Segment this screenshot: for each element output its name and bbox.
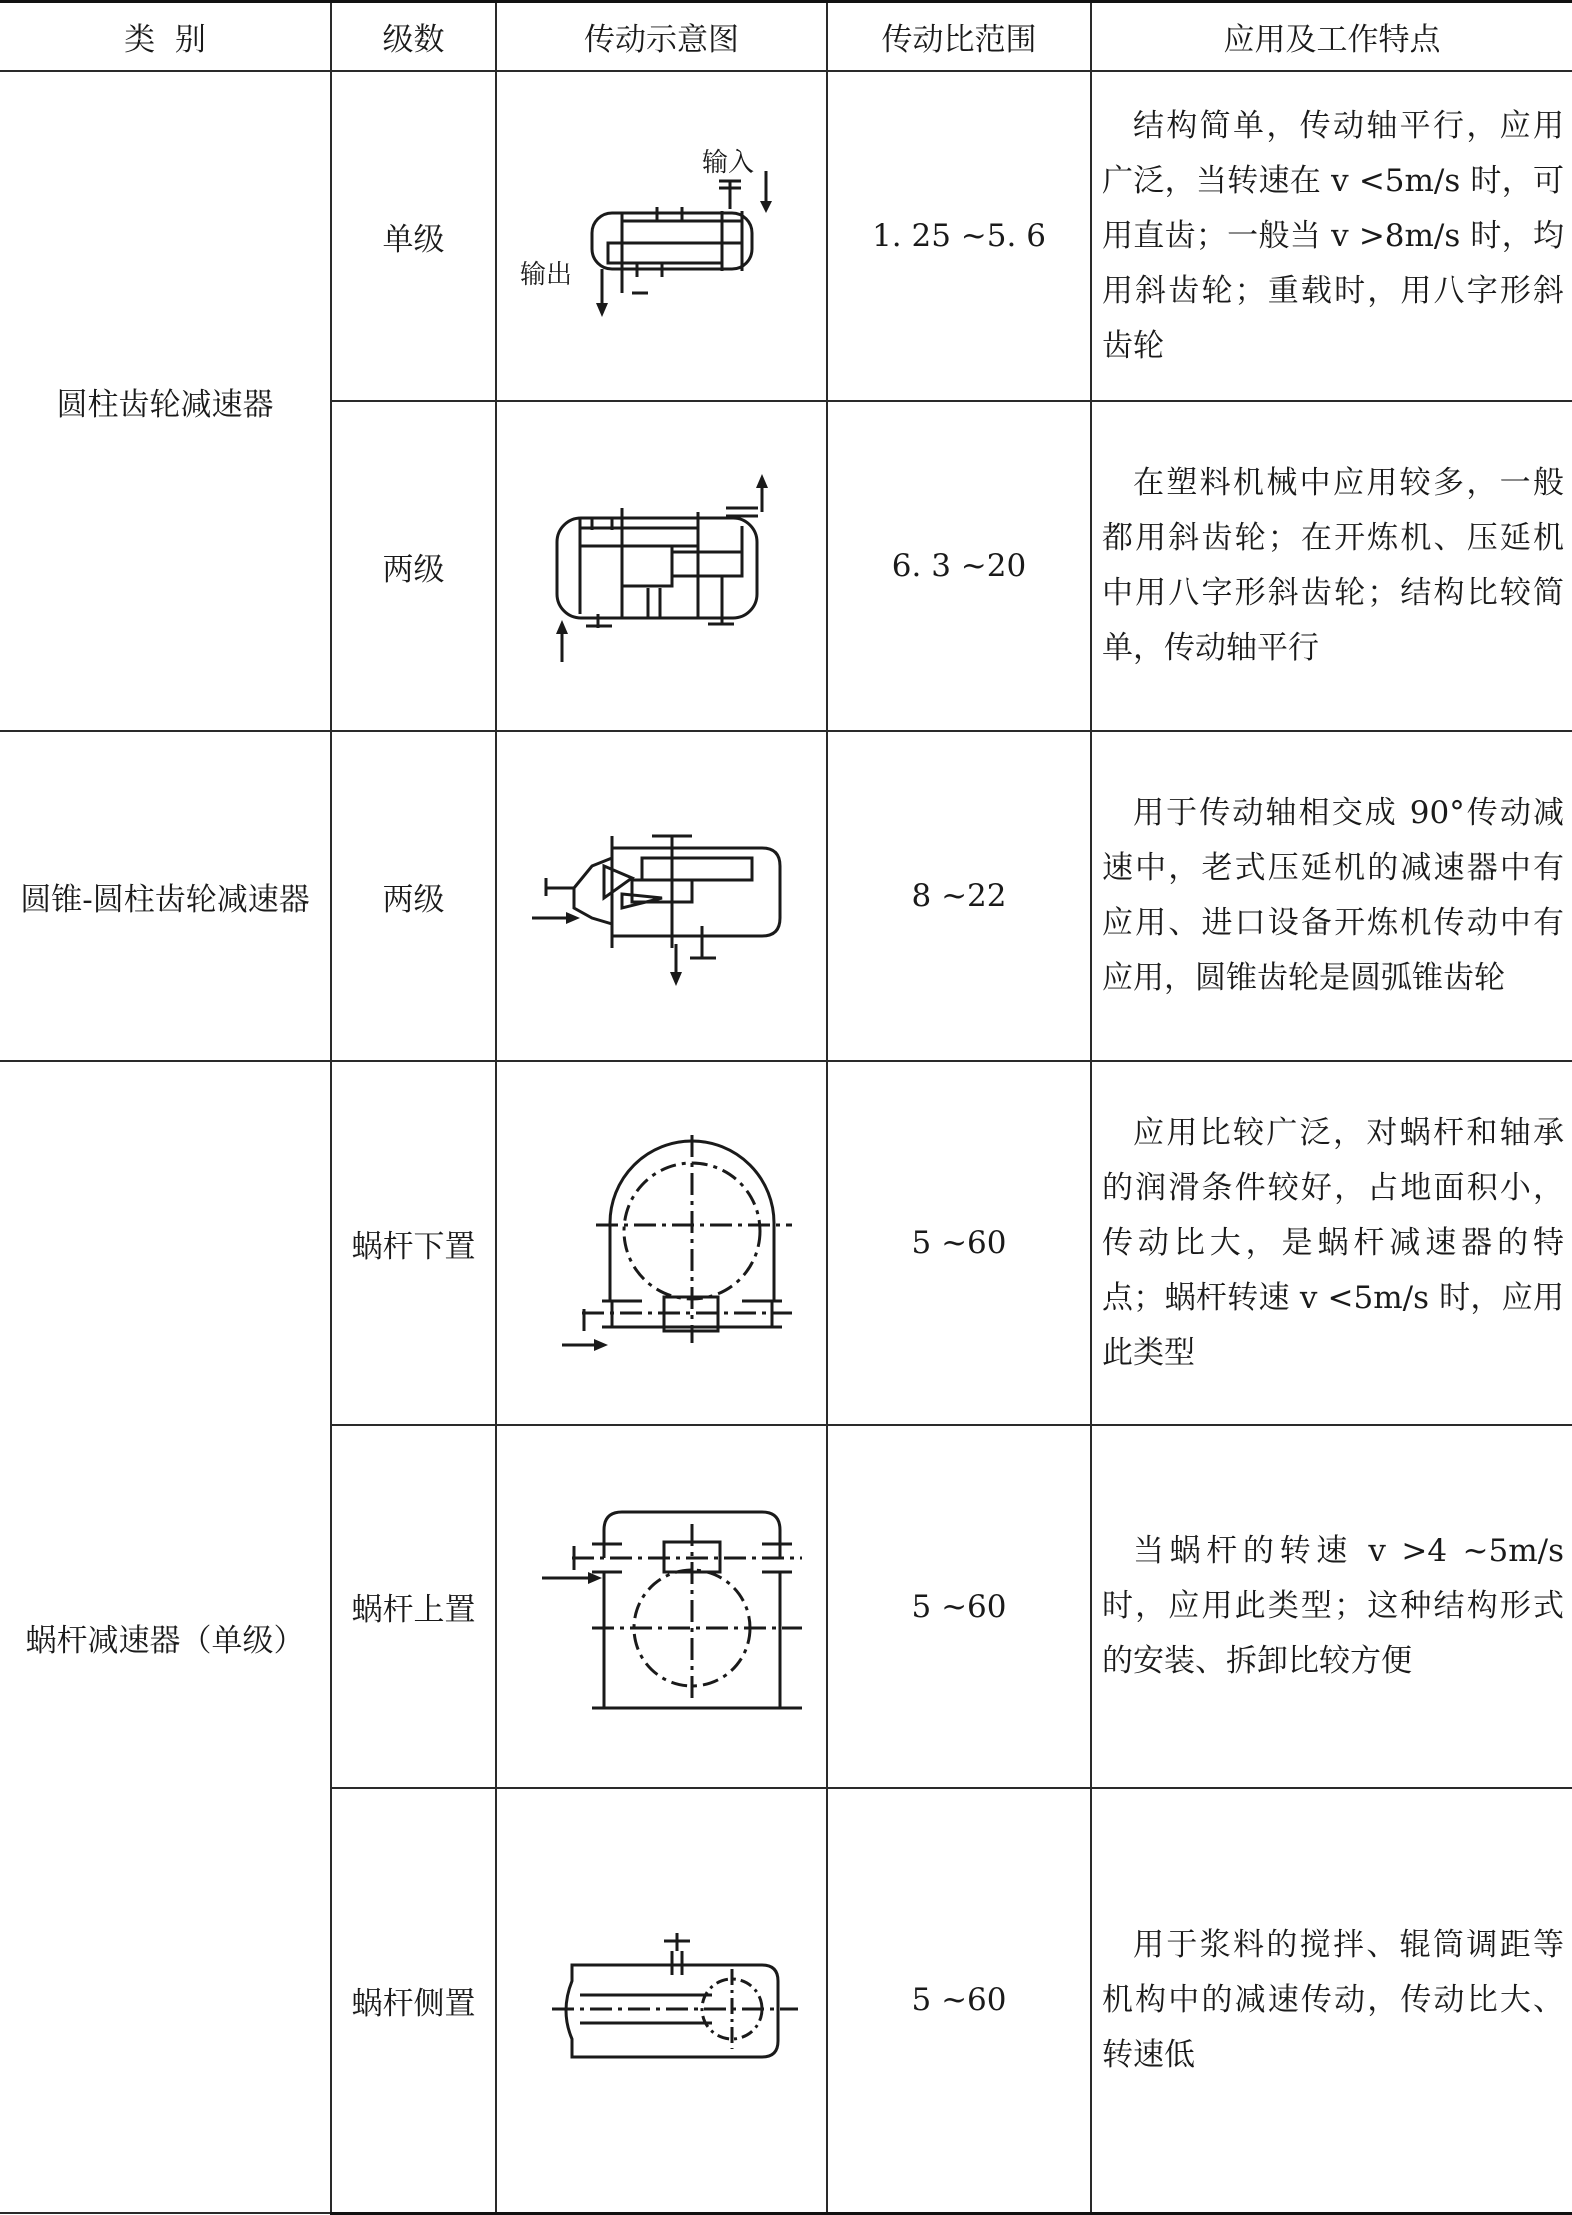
table-row: [0, 731, 1572, 1061]
diagram-cell: [496, 1788, 827, 2213]
category-worm: 蜗杆减速器（单级）: [0, 1061, 331, 2213]
header-features: 应用及工作特点: [1091, 2, 1572, 72]
category-cylindrical: 圆柱齿轮减速器: [0, 71, 331, 731]
stages-cell: 蜗杆下置: [331, 1061, 496, 1425]
single-stage-cylindrical-gear-diagram: [512, 131, 812, 341]
ratio-cell: 6. 3 ~20: [827, 401, 1091, 731]
features-cell: 用于浆料的搅拌、辊筒调距等机构中的减速传动，传动比大、转速低: [1091, 1788, 1572, 2213]
worm-below-diagram: [512, 1113, 812, 1373]
stages-cell: 两级: [331, 731, 496, 1061]
worm-above-diagram: [512, 1472, 812, 1742]
ratio-cell: 1. 25 ~5. 6: [827, 71, 1091, 401]
table-row: [0, 1061, 1572, 1425]
header-type: 类 别: [0, 2, 331, 72]
features-cell: 用于传动轴相交成 90°传动减速中，老式压延机的减速器中有应用、进口设备开炼机传动中有应用，圆锥齿轮是圆弧锥齿轮: [1091, 731, 1572, 1061]
features-cell: 结构简单，传动轴平行，应用广泛，当转速在 v <5m/s 时，可用直齿；一般当 v >8m/s 时，均用斜齿轮；重载时，用八字形斜齿轮: [1091, 71, 1572, 401]
features-cell: 当蜗杆的转速 v >4 ~5m/s 时，应用此类型；这种结构形式的安装、拆卸比较方便: [1091, 1425, 1572, 1788]
two-stage-cylindrical-gear-diagram: [512, 466, 812, 666]
diagram-cell: [496, 71, 827, 401]
diagram-cell: [496, 401, 827, 731]
stages-cell: 蜗杆上置: [331, 1425, 496, 1788]
stages-cell: 单级: [331, 71, 496, 401]
ratio-cell: 8 ~22: [827, 731, 1091, 1061]
stages-cell: 蜗杆侧置: [331, 1788, 496, 2213]
header-ratio: 传动比范围: [827, 2, 1091, 72]
header-stages: 级数: [331, 2, 496, 72]
table-row: [0, 71, 1572, 401]
diagram-output-label: 输出: [519, 260, 572, 290]
stages-cell: 两级: [331, 401, 496, 731]
worm-side-diagram: [512, 1915, 812, 2085]
features-cell: 应用比较广泛，对蜗杆和轴承的润滑条件较好，占地面积小，传动比大，是蜗杆减速器的特点；蜗杆转速 v <5m/s 时，应用此类型: [1091, 1061, 1572, 1425]
diagram-input-label: 输入: [701, 148, 754, 178]
diagram-cell: [496, 731, 827, 1061]
diagram-cell: [496, 1425, 827, 1788]
features-cell: 在塑料机械中应用较多，一般都用斜齿轮；在开炼机、压延机中用八字形斜齿轮；结构比较简单，传动轴平行: [1091, 401, 1572, 731]
ratio-cell: 5 ~60: [827, 1061, 1091, 1425]
category-bevel: 圆锥-圆柱齿轮减速器: [0, 731, 331, 1061]
ratio-cell: 5 ~60: [827, 1425, 1091, 1788]
diagram-cell: [496, 1061, 827, 1425]
ratio-cell: 5 ~60: [827, 1788, 1091, 2213]
header-row: [0, 2, 1572, 72]
header-diagram: 传动示意图: [496, 2, 827, 72]
bevel-cylindrical-gear-diagram: [512, 796, 812, 996]
